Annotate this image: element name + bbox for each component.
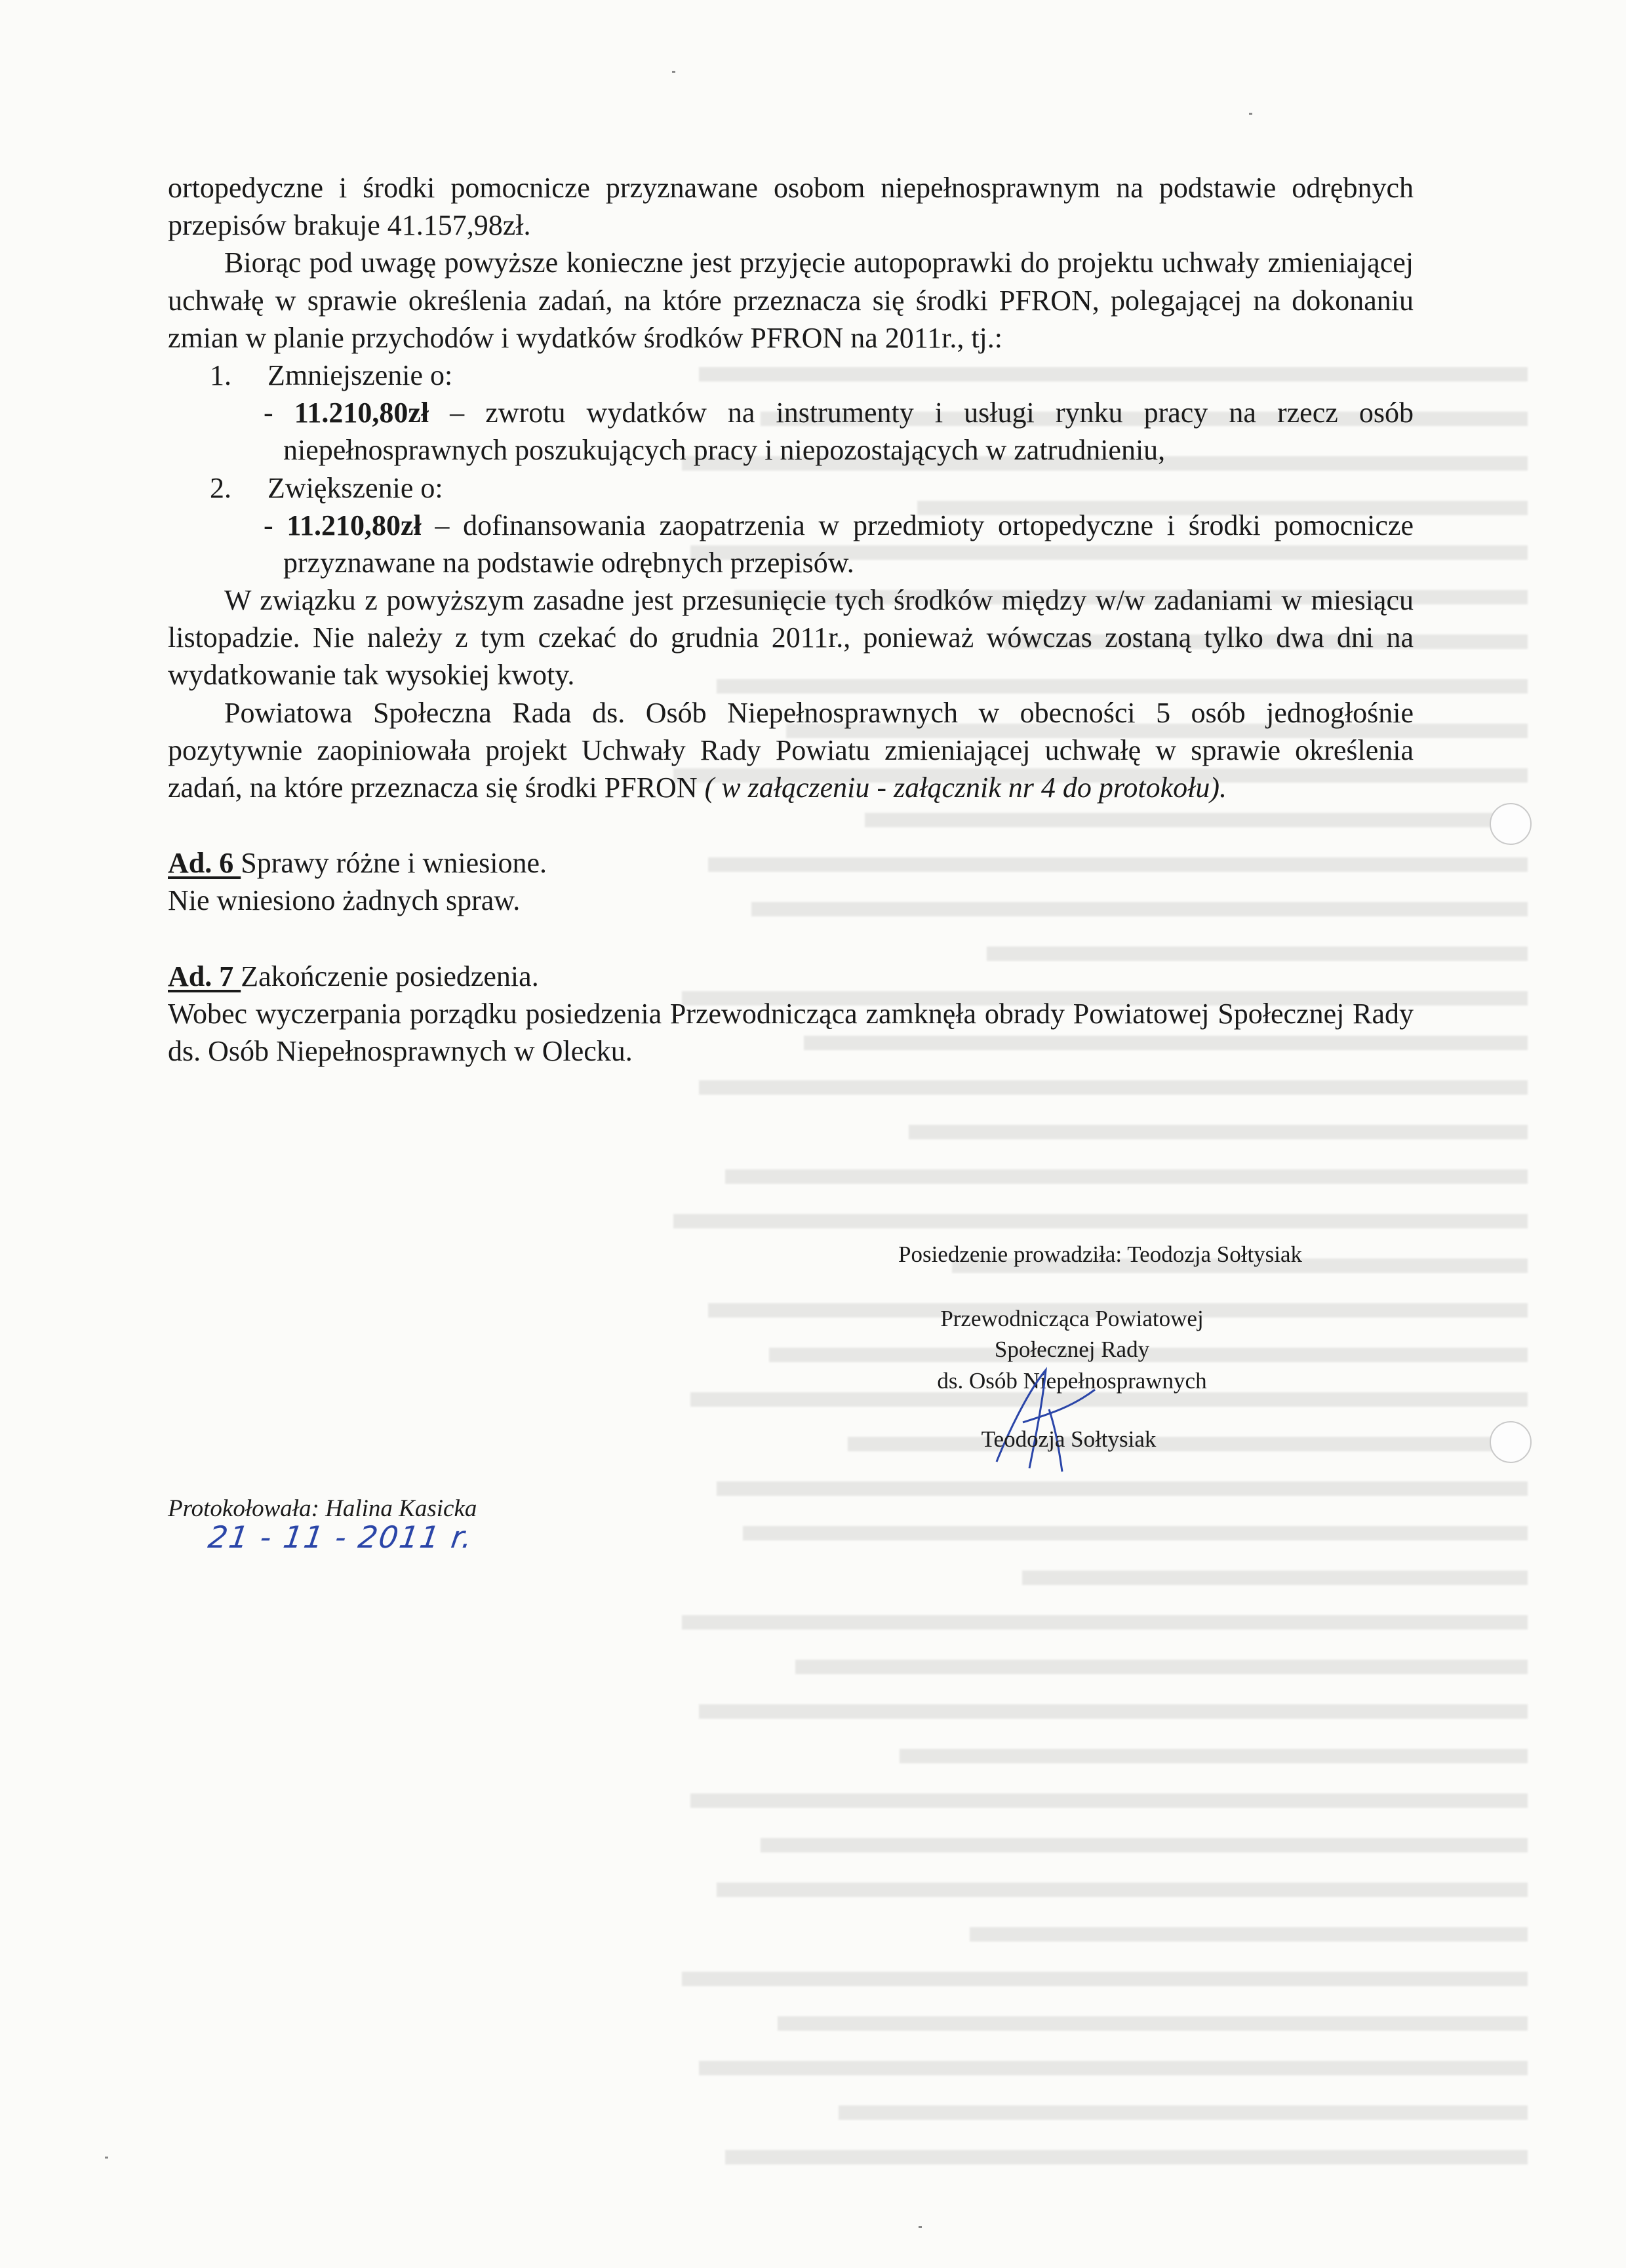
list-number: 1. <box>210 359 231 391</box>
scan-speck <box>1249 113 1252 115</box>
punch-hole-top <box>1490 803 1532 845</box>
ad7-body: Wobec wyczerpania porządku posiedzenia Przewodnicząca zamknęła obrady Powiatowej Społecznej Rady ds. Osób Niepełnosprawnych w Olecku. <box>168 997 1414 1067</box>
document-body <box>168 169 1414 1070</box>
ad6-body: Nie wniesiono żadnych spraw. <box>168 884 521 917</box>
ad7-heading: Ad. 7 Zakończenie posiedzenia. <box>168 960 539 992</box>
chair-name: Teodozja Sołtysiak <box>981 1426 1157 1452</box>
meeting-led-by: Posiedzenie prowadziła: Teodozja Sołtysiak <box>898 1242 1303 1267</box>
ad7-label: Ad. 7 <box>168 960 241 992</box>
scan-speck <box>919 2226 922 2228</box>
list-item-2 <box>168 469 1414 582</box>
list-number: 2. <box>210 471 231 504</box>
punch-hole-bottom <box>1490 1421 1532 1463</box>
chair-title: Przewodnicząca Powiatowej Społecznej Rady ds. Osób Niepełnosprawnych <box>937 1306 1207 1394</box>
ad6-label: Ad. 6 <box>168 847 241 880</box>
paragraph-2: Biorąc pod uwagę powyższe konieczne jest przyjęcie autopoprawki do projektu uchwały zmieniającej uchwałę w sprawie określenia zadań, na które przeznacza się środki PFRON, polegającej na dokonaniu zmian w planie przychodów i wydatków środków PFRON na 2011r., tj.: <box>168 246 1414 354</box>
protocol-author: Protokołowała: Halina Kasicka <box>168 1495 477 1522</box>
amount: 11.210,80zł <box>287 509 422 541</box>
scan-speck <box>672 71 675 73</box>
amount: 11.210,80zł <box>294 397 429 429</box>
scan-speck <box>105 2157 108 2159</box>
paragraph-4: Powiatowa Społeczna Rada ds. Osób Niepełnosprawnych w obecności 5 osób jednogłośnie pozytywnie zaopiniowała projekt Uchwały Rady Powiatu zmieniającej uchwałę w sprawie określenia zadań, na które przeznacza się środki PFRON ( w załączeniu - załącznik nr 4 do protokołu). <box>168 696 1414 804</box>
list-item-1 <box>168 357 1414 469</box>
list-title: Zwiększenie o: <box>268 471 443 504</box>
list-detail: - 11.210,80zł – zwrotu wydatków na instrumenty i usługi rynku pracy na rzecz osób niepełnosprawnych poszukujących pracy i niepozostających w zatrudnieniu, <box>264 397 1414 467</box>
ad6-heading: Ad. 6 Sprawy różne i wniesione. <box>168 847 547 880</box>
list-detail: - 11.210,80zł – dofinansowania zaopatrzenia w przedmioty ortopedyczne i środki pomocnicze przyznawane na podstawie odrębnych przepisów. <box>264 509 1414 579</box>
paragraph-3: W związku z powyższym zasadne jest przesunięcie tych środków między w/w zadaniami w miesiącu listopadzie. Nie należy z tym czekać do grudnia 2011r., ponieważ wówczas zostaną tylko dwa dni na wydatkowanie tak wysokiej kwoty. <box>168 584 1414 692</box>
list-title: Zmniejszenie o: <box>268 359 453 391</box>
attachment-note: ( w załączeniu - załącznik nr 4 do protokołu). <box>704 772 1227 804</box>
paragraph-1: ortopedyczne i środki pomocnicze przyznawane osobom niepełnosprawnym na podstawie odrębnych przepisów brakuje 41.157,98zł. <box>168 172 1414 242</box>
handwritten-date: 21 - 11 - 2011 r. <box>206 1519 476 1555</box>
